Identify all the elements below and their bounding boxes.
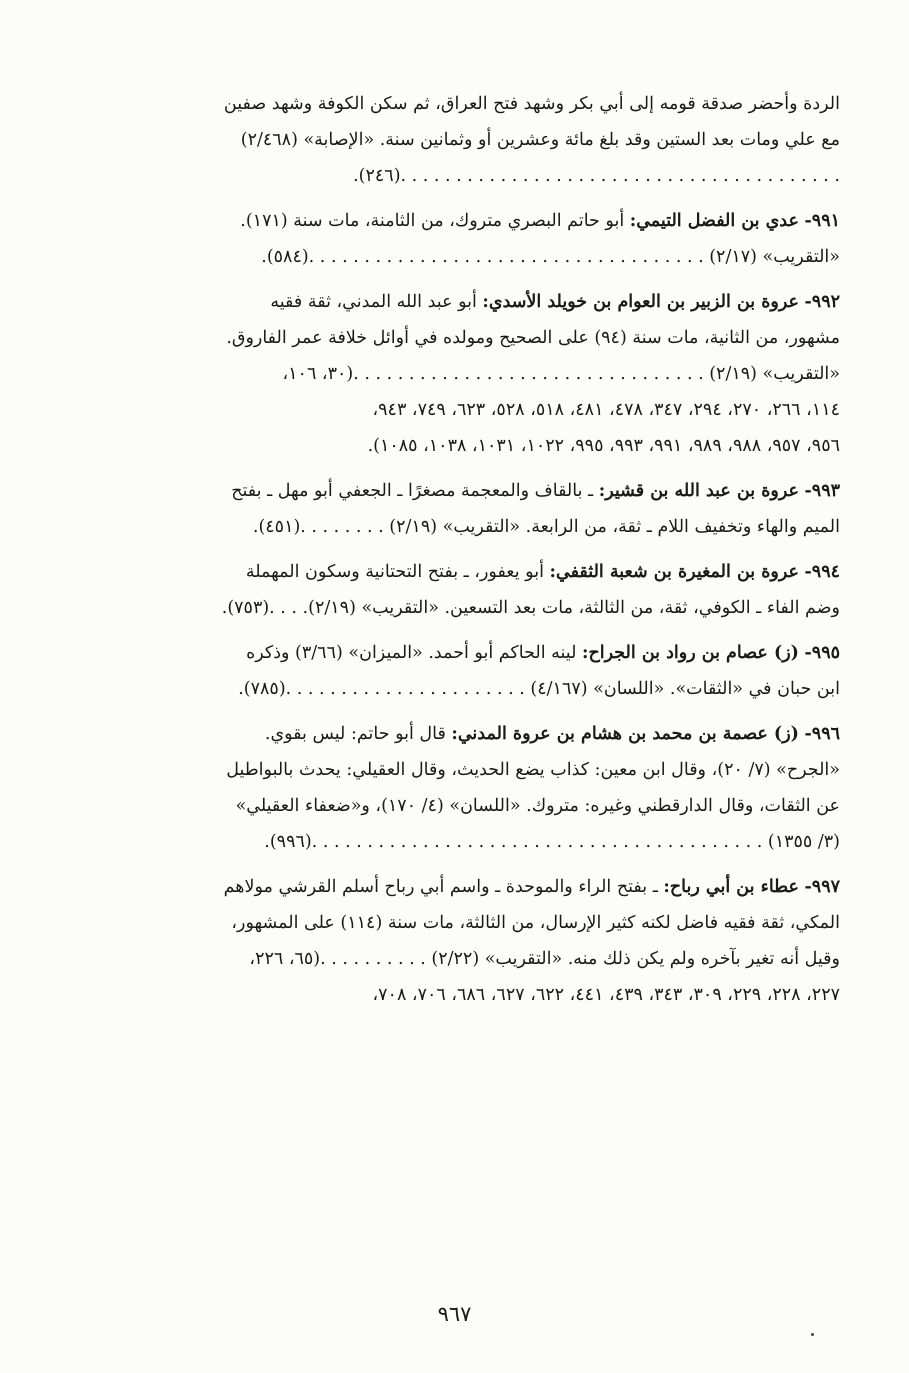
page-body	[100, 86, 840, 1013]
scan-speck	[811, 1333, 814, 1336]
text-line: مع علي ومات بعد الستين وقد بلغ مائة وعشرين أو وثمانين سنة. «الإصابة» (٢/٤٦٨)	[240, 130, 840, 150]
entry-text: ـ بفتح الراء والموحدة ـ واسم أبي رباح أسلم القرشي مولاهم	[223, 877, 664, 897]
entry-text: أبو عبد الله المدني، ثقة فقيه	[270, 292, 483, 312]
text-line: «الجرح» (٧/ ٢٠)، وقال ابن معين: كذاب يضع الحديث، وقال العقيلي: يحدث بالبواطيل	[226, 760, 840, 780]
entry-text: أبو حاتم البصري متروك، من الثامنة، مات سنة (١٧١).	[240, 211, 630, 231]
text-line: الردة وأحضر صدقة قومه إلى أبي بكر وشهد فتح العراق، ثم سكن الكوفة وشهد صفين	[223, 94, 840, 114]
entry-number: ٩٩٤-	[804, 562, 840, 582]
entry-text: قال أبو حاتم: ليس بقوي.	[264, 724, 452, 744]
entry-name: (ز) عصمة بن محمد بن هشام بن عروة المدني:	[451, 724, 799, 744]
text-line: المكي، ثقة فقيه فاضل لكنه كثير الإرسال، من الثالثة، مات سنة (١١٤) على المشهور،	[231, 913, 840, 933]
entry-991	[100, 203, 840, 239]
entry-number: ٩٩٥-	[804, 643, 840, 663]
entry-name: عروة بن عبد الله بن قشير:	[598, 481, 799, 501]
entry-number: ٩٩٦-	[804, 724, 840, 744]
text-line: «التقريب» (٢/١٧) . . . . . . . . . . . . . . . . . . . . . . . . . . . . . . . . . . . .(٥٨٤).	[261, 247, 840, 267]
entry-993	[100, 473, 840, 509]
entry-996	[100, 716, 840, 752]
text-line: ١١٤، ٢٦٦، ٢٧٠، ٢٩٤، ٣٤٧، ٤٧٨، ٤٨١، ٥١٨، ٥٢٨، ٦٢٣، ٧٤٩، ٩٤٣،	[372, 400, 840, 420]
text-line: ٩٥٦، ٩٥٧، ٩٨٨، ٩٨٩، ٩٩١، ٩٩٣، ٩٩٥، ١٠٢٢، ١٠٣١، ١٠٣٨، ١٠٨٥).	[367, 436, 840, 456]
entry-text: أبو يعفور، ـ بفتح التحتانية وسكون المهملة	[245, 562, 550, 582]
entry-number: ٩٩٣-	[804, 481, 840, 501]
entry-text: ـ بالقاف والمعجمة مصغرًا ـ الجعفي أبو مهل ـ بفتح	[231, 481, 599, 501]
entry-992	[100, 284, 840, 320]
text-line: ابن حبان في «الثقات». «اللسان» (٤/١٦٧) . . . . . . . . . . . . . . . . . . . . . .(٧٨٥).	[238, 679, 840, 699]
text-line: (٣/ ١٣٥٥) . . . . . . . . . . . . . . . . . . . . . . . . . . . . . . . . . . . . . . . . .(٩٩٦).	[264, 832, 840, 852]
text-line: ٢٢٧، ٢٢٨، ٢٢٩، ٣٠٩، ٣٤٣، ٤٣٩، ٤٤١، ٦٢٢، ٦٢٧، ٦٨٦، ٧٠٦، ٧٠٨،	[372, 985, 840, 1005]
entry-name: (ز) عصام بن رواد بن الجراح:	[581, 643, 799, 663]
text-line: مشهور، من الثانية، مات سنة (٩٤) على الصحيح ومولده في أوائل خلافة عمر الفاروق.	[226, 328, 840, 348]
text-line: الميم والهاء وتخفيف اللام ـ ثقة، من الرابعة. «التقريب» (٢/١٩) . . . . . . . .(٤٥١).	[252, 517, 840, 537]
entry-name: عروة بن الزبير بن العوام بن خويلد الأسدي:	[482, 292, 799, 312]
entry-number: ٩٩٢-	[804, 292, 840, 312]
text-line: . . . . . . . . . . . . . . . . . . . . . . . . . . . . . . . . . . . . . . . .(٢٤٦).	[353, 166, 840, 186]
text-line: وقيل أنه تغير بآخره ولم يكن ذلك منه. «التقريب» (٢/٢٢) . . . . . . . . . .(٦٥، ٢٢٦،	[249, 949, 840, 969]
entry-number: ٩٩١-	[804, 211, 840, 231]
entry-name: عروة بن المغيرة بن شعبة الثقفي:	[549, 562, 799, 582]
text-line: وضم الفاء ـ الكوفي، ثقة، من الثالثة، مات بعد التسعين. «التقريب» (٢/١٩). . . .(٧٥٣).	[221, 598, 840, 618]
text-line: «التقريب» (٢/١٩) . . . . . . . . . . . . . . . . . . . . . . . . . . . . . . . .(٣٠، ١٠٦،	[282, 364, 840, 384]
entry-name: عطاء بن أبي رباح:	[663, 877, 799, 897]
entry-name: عدي بن الفضل التيمي:	[629, 211, 799, 231]
entry-997	[100, 869, 840, 905]
entry-text: لينه الحاكم أبو أحمد. «الميزان» (٣/٦٦) وذكره	[246, 643, 582, 663]
entry-995	[100, 635, 840, 671]
text-line: عن الثقات، وقال الدارقطني وغيره: متروك. «اللسان» (٤/ ١٧٠)، و«ضعفاء العقيلي»	[235, 796, 840, 816]
entry-number: ٩٩٧-	[804, 877, 840, 897]
entry-994	[100, 554, 840, 590]
page-number: ٩٦٧	[437, 1302, 472, 1326]
